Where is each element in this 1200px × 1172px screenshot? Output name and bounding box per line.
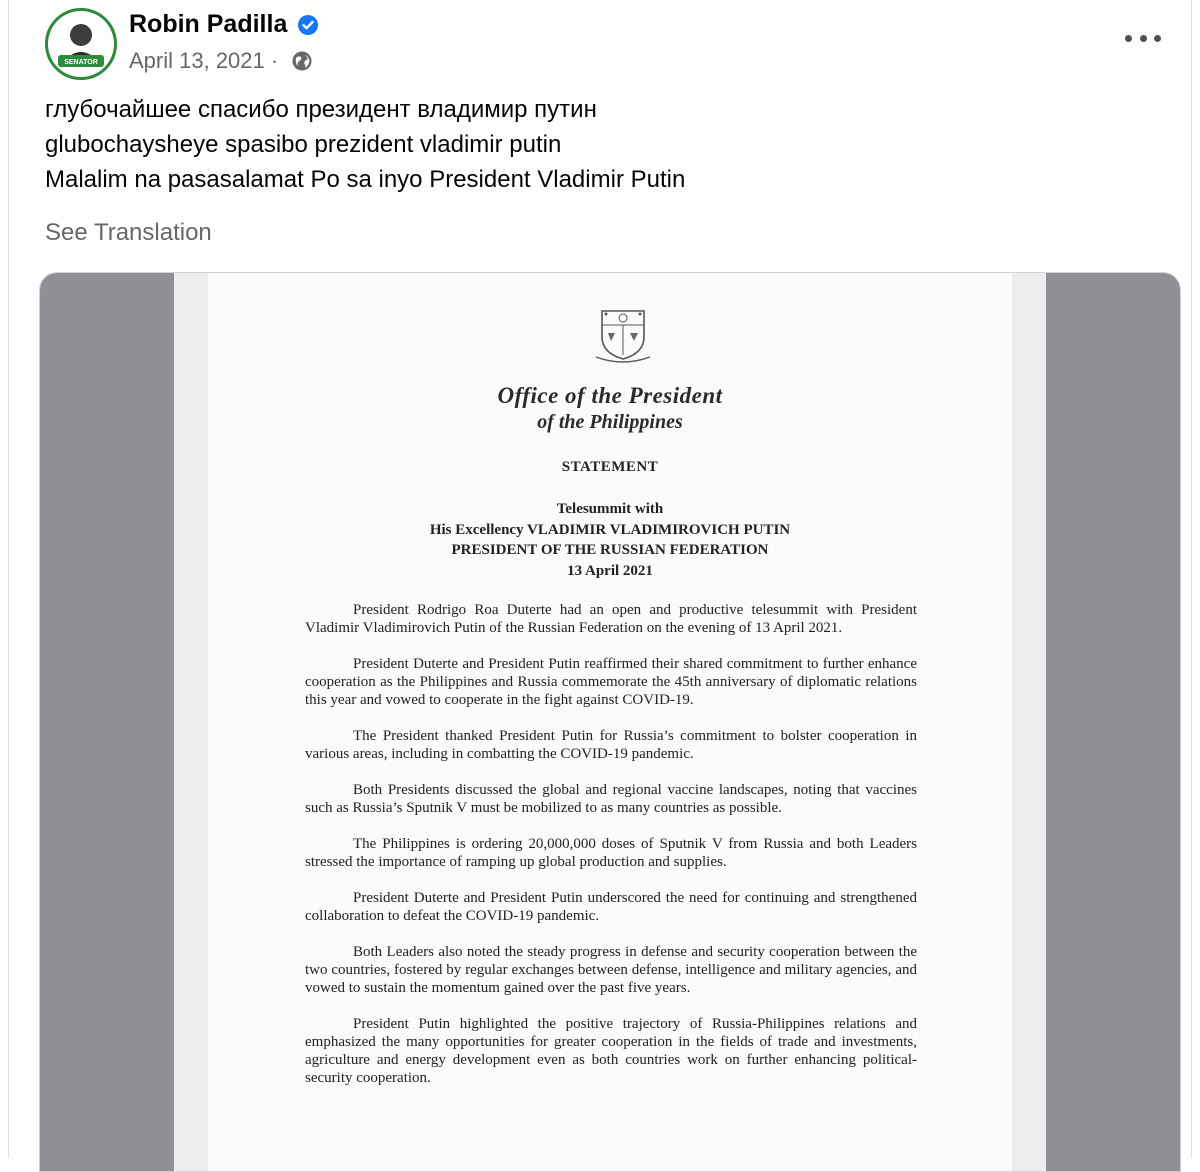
meta-separator: · xyxy=(270,48,279,73)
post-meta xyxy=(129,48,278,74)
avatar-image xyxy=(48,11,114,77)
statement-paragraph: The President thanked President Putin for Russia’s commitment to bolster cooperation in various areas, including in combatting the COVID-19 pandemic. xyxy=(305,728,917,762)
verified-badge-icon xyxy=(297,14,319,36)
post-text-line: glubochaysheye spasibo prezident vladimir putin xyxy=(45,131,562,158)
image-side-left xyxy=(40,273,174,1171)
summit-line: 13 April 2021 xyxy=(567,562,653,579)
summit-line: Telesummit with xyxy=(556,501,664,517)
statement-body xyxy=(305,601,917,1105)
image-strip-right xyxy=(1012,273,1046,1171)
office-title: Office of the President xyxy=(497,383,723,408)
image-side-right xyxy=(1046,273,1180,1171)
office-subtitle: of the Philippines xyxy=(537,411,683,433)
statement-heading: STATEMENT xyxy=(561,459,659,475)
post-text-line: глубочайшее спасибо президент владимир путин xyxy=(45,96,597,123)
author-name[interactable]: Robin Padilla xyxy=(129,10,288,38)
post-text xyxy=(45,92,1145,197)
presidential-seal-icon xyxy=(592,303,654,365)
summit-line: PRESIDENT OF THE RUSSIAN FEDERATION xyxy=(451,542,769,558)
statement-paragraph: Both Leaders also noted the steady progress in defense and security cooperation between the two countries, fostered by regular exchanges between defense, intelligence and military agencies, and vowed to sustain the momentum gained over the past five years. xyxy=(305,944,917,996)
post-date[interactable]: April 13, 2021 xyxy=(129,48,265,73)
statement-paragraph: President Duterte and President Putin reaffirmed their shared commitment to further enhance cooperation as the Philippines and Russia commemorate the 45th anniversary of diplomatic relations this year and vowed to cooperate in the fight against COVID-19. xyxy=(305,656,917,708)
statement-document xyxy=(208,273,1012,1172)
author-avatar[interactable] xyxy=(45,8,117,80)
statement-paragraph: President Duterte and President Putin underscored the need for continuing and strengthened collaboration to defeat the COVID-19 pandemic. xyxy=(305,890,917,924)
statement-paragraph: President Rodrigo Roa Duterte had an open and productive telesummit with President Vladimir Vladimirovich Putin of the Russian Federation on the evening of 13 April 2021. xyxy=(305,602,917,636)
summit-title-block xyxy=(208,499,1012,581)
statement-paragraph: The Philippines is ordering 20,000,000 doses of Sputnik V from Russia and both Leaders stressed the importance of ramping up global production and supplies. xyxy=(305,836,917,870)
see-translation-link[interactable]: See Translation xyxy=(45,219,212,246)
post-image[interactable] xyxy=(39,272,1181,1172)
post-text-line: Malalim na pasasalamat Po sa inyo President Vladimir Putin xyxy=(45,166,686,193)
post-card xyxy=(8,0,1192,1158)
statement-paragraph: Both Presidents discussed the global and regional vaccine landscapes, noting that vaccines such as Russia’s Sputnik V must be mobilized to as many countries as possible. xyxy=(305,782,917,816)
image-strip-left xyxy=(174,273,208,1171)
avatar-badge-text: SENATOR xyxy=(64,59,98,66)
more-options-icon[interactable] xyxy=(1125,28,1161,48)
summit-line: His Excellency VLADIMIR VLADIMIROVICH PUTIN xyxy=(429,521,791,538)
globe-icon xyxy=(291,50,313,72)
statement-paragraph: President Putin highlighted the positive trajectory of Russia-Philippines relations and emphasized the many opportunities for greater cooperation in the fields of trade and investments, agriculture and energy development even as both countries work on further enhancing political-security cooperation. xyxy=(305,1016,917,1086)
